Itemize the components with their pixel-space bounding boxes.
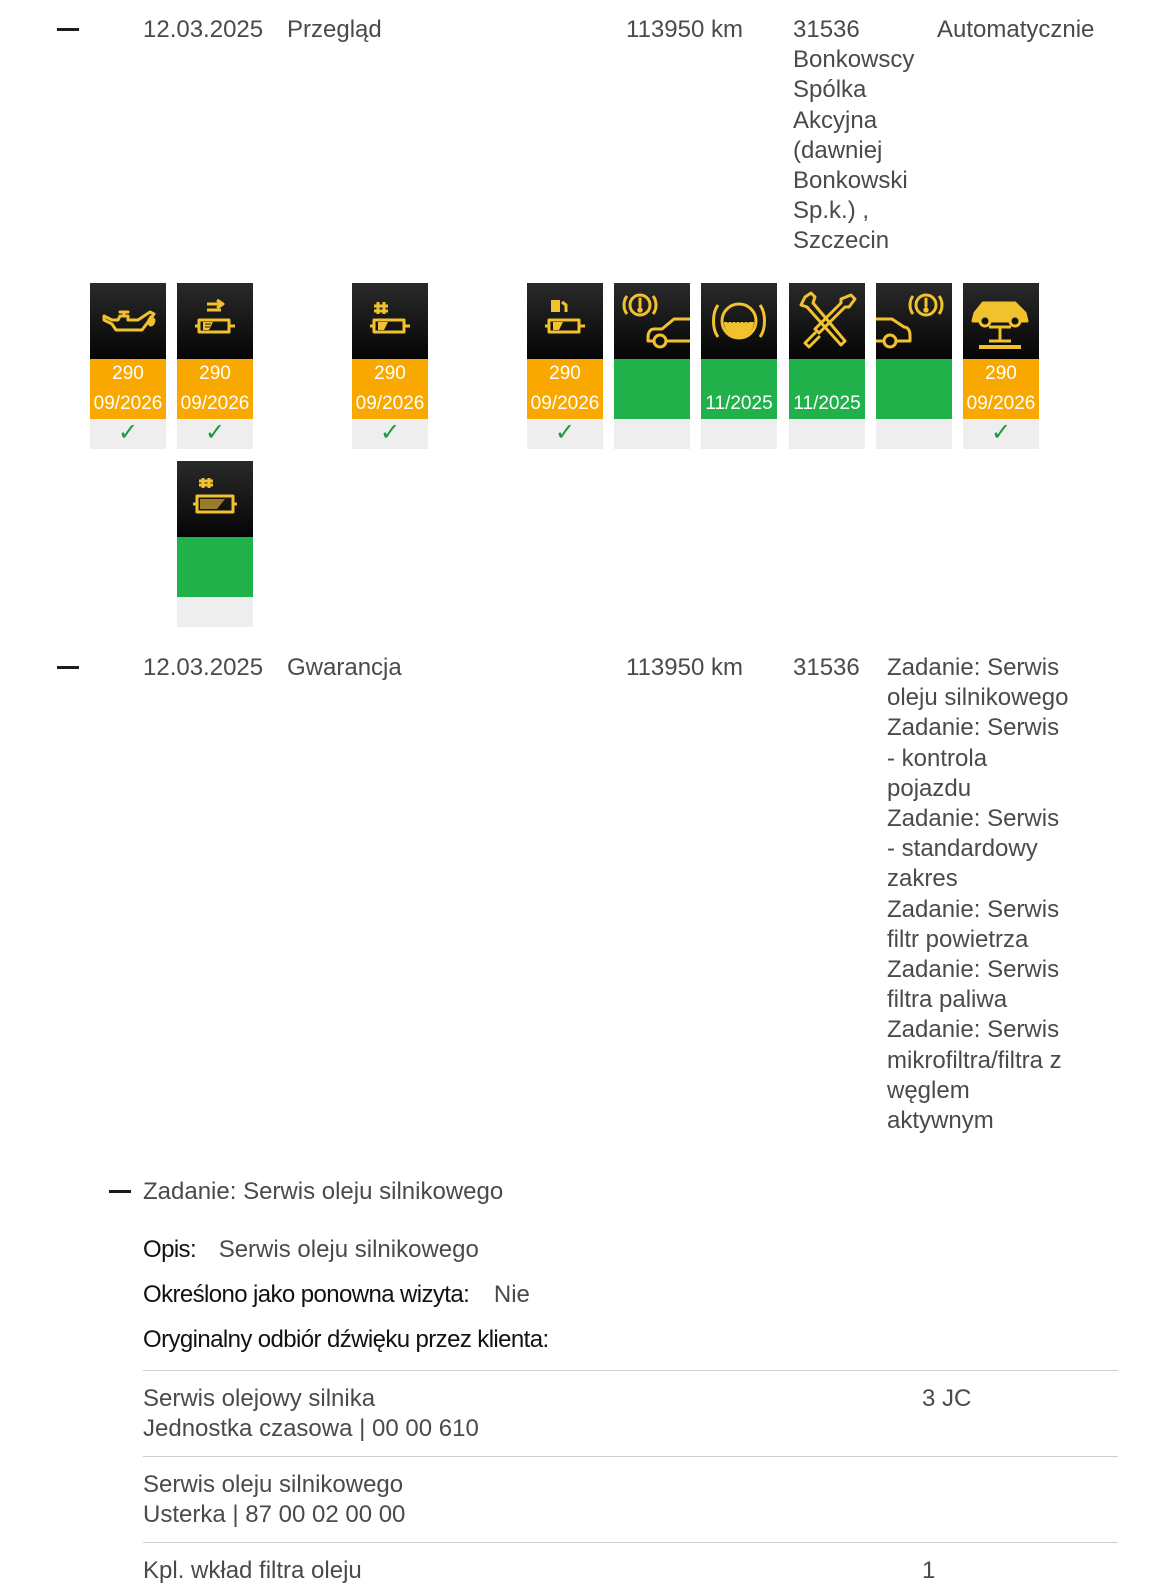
service-tile-value: 290 — [985, 363, 1017, 384]
collapse-task-icon[interactable] — [109, 1190, 131, 1193]
entry-2-date: 12.03.2025 — [143, 654, 264, 681]
task-revisit — [143, 1280, 530, 1310]
item-name: Kpl. wkład filtra oleju — [143, 1557, 362, 1584]
service-tile-fuel-filter[interactable] — [527, 283, 603, 449]
service-tile-value — [701, 359, 777, 389]
item-sub: Jednostka czasowa | 00 00 610 — [143, 1415, 479, 1443]
task-description — [143, 1235, 479, 1265]
item-qty: 3 JC — [922, 1385, 972, 1412]
service-tile-vehicle-check[interactable] — [789, 283, 865, 449]
service-tile-value — [177, 537, 253, 567]
check-icon — [614, 419, 690, 449]
service-tile-particle-filter[interactable] — [177, 461, 253, 627]
entry-2-type: Gwarancja — [287, 654, 402, 681]
check-icon: ✓ — [963, 419, 1039, 449]
task-title: Zadanie: Serwis oleju silnikowego — [143, 1178, 504, 1205]
service-tile-microfilter[interactable] — [177, 283, 253, 449]
divider — [143, 1542, 1118, 1543]
collapse-entry-1-icon[interactable] — [57, 28, 79, 31]
engine-oil-icon — [90, 283, 166, 359]
service-tile-value — [876, 359, 952, 389]
service-tile-date — [876, 389, 952, 419]
service-tile-value: 290 — [199, 363, 231, 384]
entry-2-dealer: 31536 — [793, 654, 860, 681]
service-tile-date: 11/2025 — [793, 393, 861, 414]
service-tile-brake-fluid[interactable] — [701, 283, 777, 449]
item-qty: 1 — [922, 1557, 936, 1584]
list-item — [143, 1556, 362, 1586]
list-item — [143, 1470, 405, 1530]
service-tile-value — [614, 359, 690, 389]
divider — [143, 1370, 1118, 1371]
service-tile-value — [789, 359, 865, 389]
service-tile-air-filter[interactable] — [352, 283, 428, 449]
fuel-filter-icon — [527, 283, 603, 359]
revisit-label: Określono jako ponowna wizyta: — [143, 1281, 470, 1308]
service-tile-date — [177, 567, 253, 597]
description-label: Opis: — [143, 1236, 197, 1263]
service-tile-date — [614, 389, 690, 419]
description-value: Serwis oleju silnikowego — [218, 1236, 479, 1263]
front-brake-icon — [614, 283, 690, 359]
entry-1-dealer: 31536 Bonkowscy Spólka Akcyjna (dawniej Bonkowski Sp.k.) , Szczecin — [793, 16, 915, 255]
check-icon — [789, 419, 865, 449]
check-icon — [177, 597, 253, 627]
service-tile-date: 09/2026 — [93, 393, 163, 414]
microfilter-icon — [177, 283, 253, 359]
check-icon: ✓ — [527, 419, 603, 449]
item-sub: Usterka | 87 00 02 00 00 — [143, 1501, 406, 1529]
item-name: Serwis oleju silnikowego — [143, 1471, 404, 1498]
entry-1-date: 12.03.2025 — [143, 16, 264, 43]
vehicle-inspection-icon — [963, 283, 1039, 359]
item-name: Serwis olejowy silnika — [143, 1385, 376, 1412]
customer-complaint-label: Oryginalny odbiór dźwięku przez klienta: — [143, 1326, 549, 1353]
service-tile-date: 11/2025 — [705, 393, 773, 414]
rear-brake-icon — [876, 283, 952, 359]
service-tile-date: 09/2026 — [966, 393, 1036, 414]
check-icon: ✓ — [352, 419, 428, 449]
service-tile-date: 09/2026 — [530, 393, 600, 414]
service-tile-value: 290 — [549, 363, 581, 384]
check-icon: ✓ — [177, 419, 253, 449]
service-tile-date: 09/2026 — [180, 393, 250, 414]
service-tile-front-brake[interactable] — [614, 283, 690, 449]
service-tile-rear-brake[interactable] — [876, 283, 952, 449]
vehicle-check-icon — [789, 283, 865, 359]
check-icon — [701, 419, 777, 449]
entry-1-type: Przegląd — [287, 16, 382, 43]
entry-2-task-list: Zadanie: Serwis oleju silnikowego Zadanie: Serwis - kontrola pojazdu Zadanie: Serwis - standardowy zakres Zadanie: Serwis filtr powietrza Zadanie: Serwis filtra paliwa Zadanie: Serwis mikrofiltra/filtra z węglem aktywnym — [887, 654, 1069, 1135]
entry-2-mileage: 113950 km — [626, 654, 743, 681]
check-icon: ✓ — [90, 419, 166, 449]
entry-1-mileage: 113950 km — [626, 16, 743, 43]
divider — [143, 1456, 1118, 1457]
entry-1-source: Automatycznie — [937, 16, 1095, 43]
brake-fluid-icon — [701, 283, 777, 359]
list-item — [143, 1384, 479, 1444]
collapse-entry-2-icon[interactable] — [57, 666, 79, 669]
service-tile-vehicle-inspection[interactable] — [963, 283, 1039, 449]
revisit-value: Nie — [493, 1281, 530, 1308]
check-icon — [876, 419, 952, 449]
service-tile-engine-oil[interactable] — [90, 283, 166, 449]
service-tile-value: 290 — [112, 363, 144, 384]
air-filter-icon — [352, 283, 428, 359]
service-tile-value: 290 — [374, 363, 406, 384]
particle-filter-icon — [177, 461, 253, 537]
service-tile-date: 09/2026 — [355, 393, 425, 414]
